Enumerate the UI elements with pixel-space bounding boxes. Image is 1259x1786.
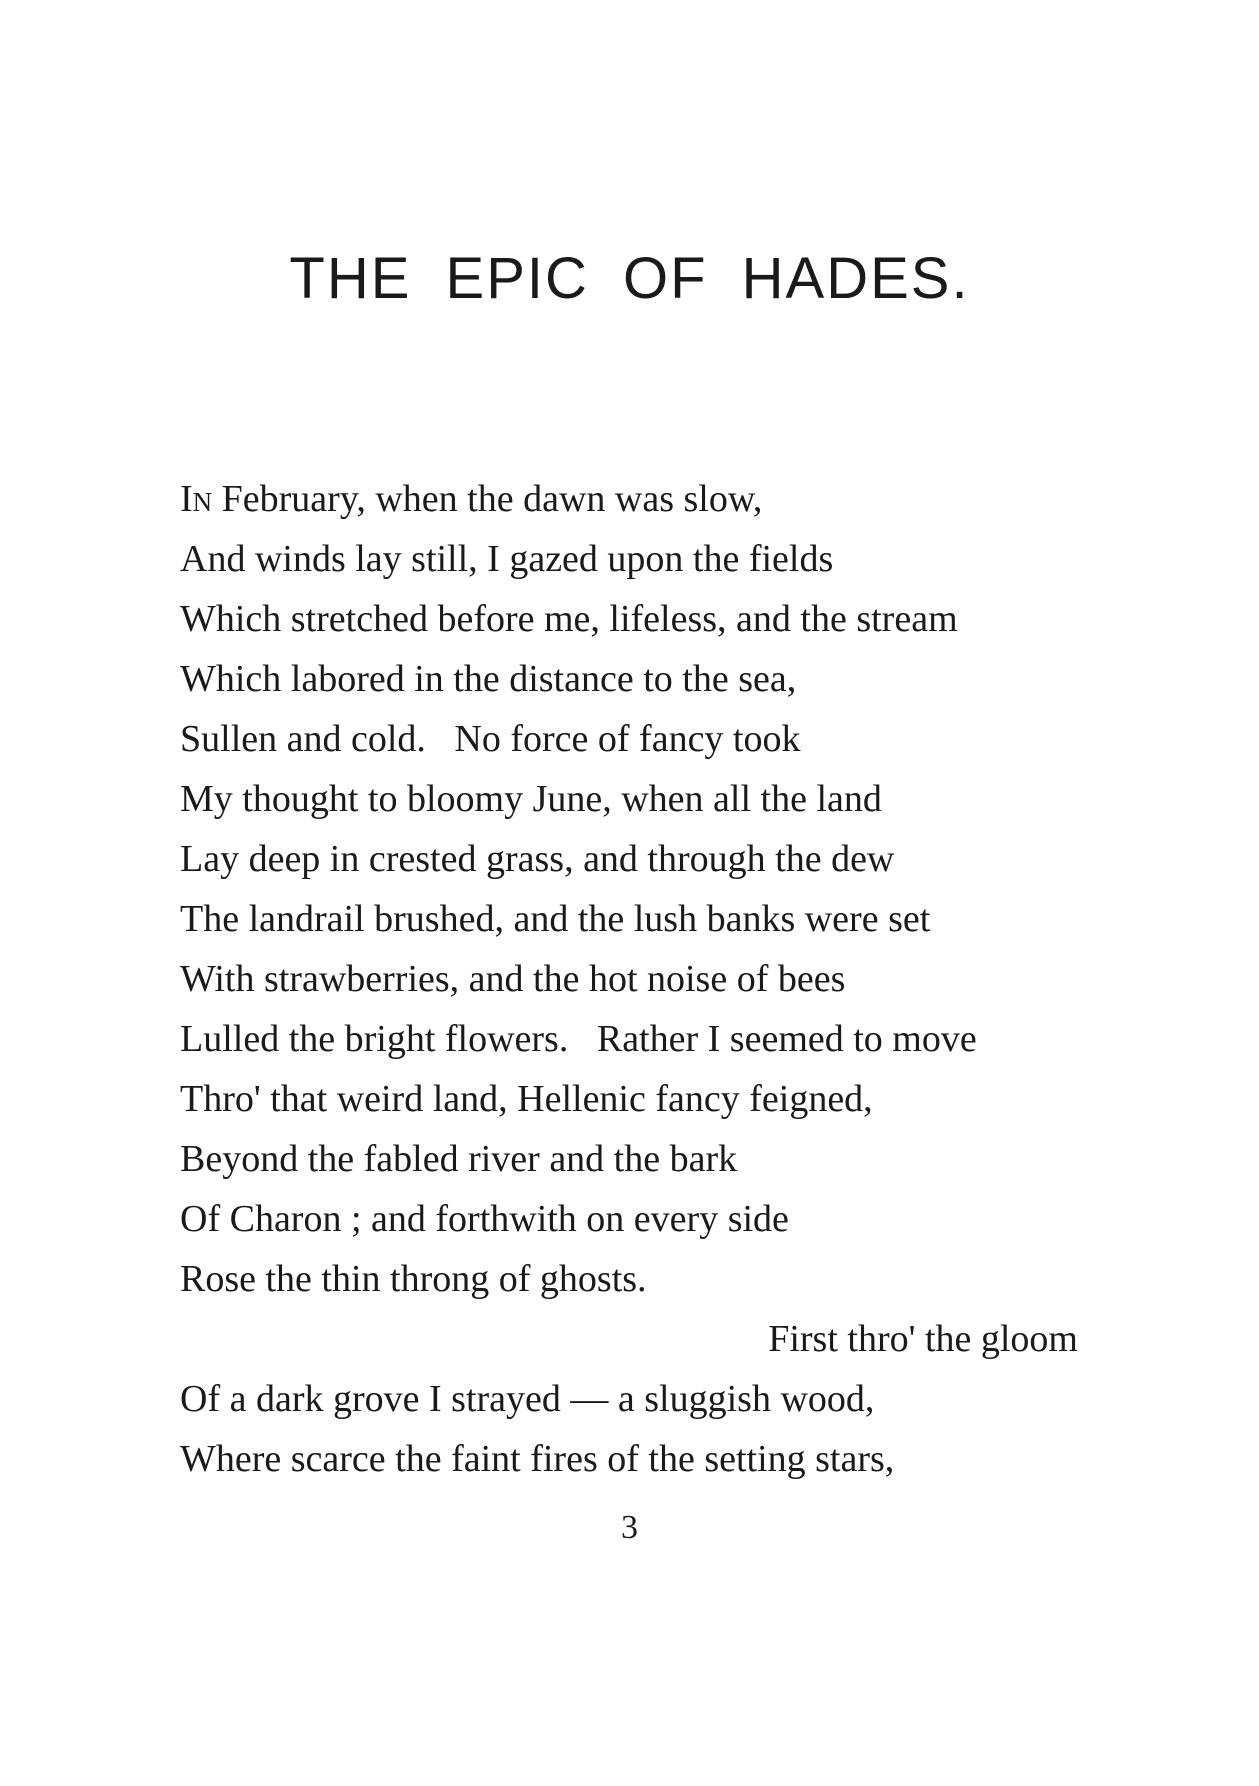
- poem-text: [180, 469, 1080, 1489]
- poem-line-1-text: February, when the dawn was slow,: [212, 478, 763, 520]
- poem-line-16: Of a dark grove I strayed — a sluggish wood,: [180, 1378, 875, 1420]
- drop-word: In: [180, 478, 213, 520]
- poem-line-8: The landrail brushed, and the lush banks were set: [180, 898, 931, 940]
- poem-line-17: Where scarce the faint fires of the setting stars,: [180, 1438, 895, 1480]
- page-number: 3: [621, 1509, 638, 1546]
- poem-line-7: Lay deep in crested grass, and through the dew: [180, 838, 895, 880]
- poem-line-4: Which labored in the distance to the sea,: [180, 658, 797, 700]
- poem-line-1: [180, 469, 1080, 529]
- poem-line-9: With strawberries, and the hot noise of bees: [180, 958, 846, 1000]
- poem-line-5: Sullen and cold. No force of fancy took: [180, 718, 801, 760]
- poem-line-12: Beyond the fabled river and the bark: [180, 1138, 738, 1180]
- poem-line-13: Of Charon ; and forthwith on every side: [180, 1198, 789, 1240]
- poem-line-14: Rose the thin throng of ghosts.: [180, 1258, 647, 1300]
- poem-line-10: Lulled the bright flowers. Rather I seemed to move: [180, 1018, 977, 1060]
- poem-line-6: My thought to bloomy June, when all the land: [180, 778, 882, 820]
- poem-line-3: Which stretched before me, lifeless, and the stream: [180, 598, 958, 640]
- poem-line-2: And winds lay still, I gazed upon the fields: [180, 538, 834, 580]
- poem-line-15: First thro' the gloom: [768, 1318, 1078, 1360]
- page-title: THE EPIC OF HADES.: [289, 246, 970, 311]
- poem-line-11: Thro' that weird land, Hellenic fancy feigned,: [180, 1078, 873, 1120]
